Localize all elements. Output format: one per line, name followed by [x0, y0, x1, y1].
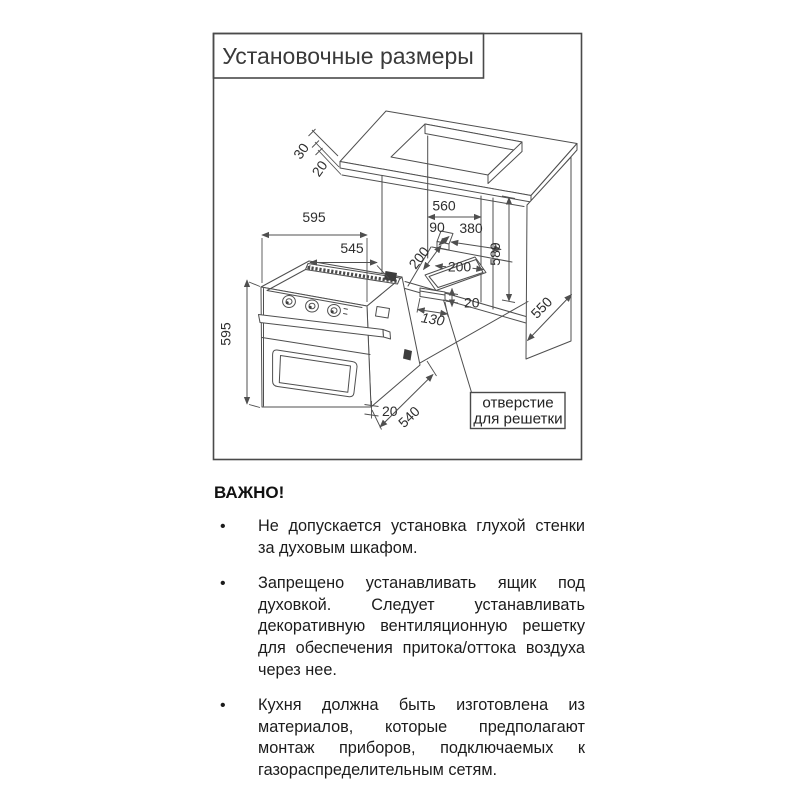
note-text: Запрещено устанавливать ящик под духовкой. Следует устанавливать декоративную вентиляционную решетку для обеспечения притока/оттока воздуха через нее.: [258, 574, 585, 679]
dim-label-rear-ledge: 90: [429, 219, 445, 235]
dim-label-oven-width: 595: [302, 209, 326, 225]
dim-label-vent-width: 200: [447, 258, 472, 275]
dim-label-cabinet-depth: 550: [527, 293, 556, 322]
bullet-dot: •: [220, 697, 226, 715]
oven-knob: [306, 300, 319, 312]
note-text: Кухня должна быть изготовлена из материалов, которые предполагают монтаж приборов, подключаемых к газораспределительным сетям.: [258, 696, 585, 779]
list-item: [214, 573, 585, 681]
notes-list: [214, 516, 585, 782]
dim-label-oven-height: 595: [217, 322, 234, 346]
list-item: [214, 516, 585, 559]
dim-label-top-gap: 20: [308, 157, 331, 180]
dim-label-oven-depth: 540: [394, 402, 423, 431]
dim-label-rear-opening: 380: [459, 220, 483, 236]
oven-drawing: [259, 261, 421, 407]
dim-label-vent-strip-width: 545: [340, 240, 364, 256]
callout-line1: отверстие: [482, 394, 554, 412]
dim-label-bottom-gap: 20: [382, 403, 398, 419]
note-text: Не допускается установка глухой стенки за духовым шкафом.: [258, 517, 585, 557]
dim-label-niche-height: 589: [487, 242, 503, 266]
dim-label-slot-width: 130: [420, 309, 446, 329]
important-notes: [214, 483, 585, 796]
dim-label-niche-width: 560: [432, 197, 456, 214]
notes-heading: ВАЖНО!: [214, 483, 285, 502]
oven-knob: [283, 296, 296, 308]
dim-label-slot-height: 20: [464, 294, 480, 311]
callout-line2: для решетки: [473, 410, 563, 428]
worktop-dimensions: [290, 129, 341, 179]
hinge-detail: [403, 349, 412, 361]
bullet-dot: •: [220, 518, 226, 535]
list-item: [214, 695, 585, 781]
bullet-dot: •: [220, 575, 226, 593]
dim-label-worktop-thickness: 30: [289, 140, 313, 162]
figure-title: Установочные размеры: [222, 43, 474, 69]
dim-label-vent-depth: 200: [405, 243, 433, 272]
